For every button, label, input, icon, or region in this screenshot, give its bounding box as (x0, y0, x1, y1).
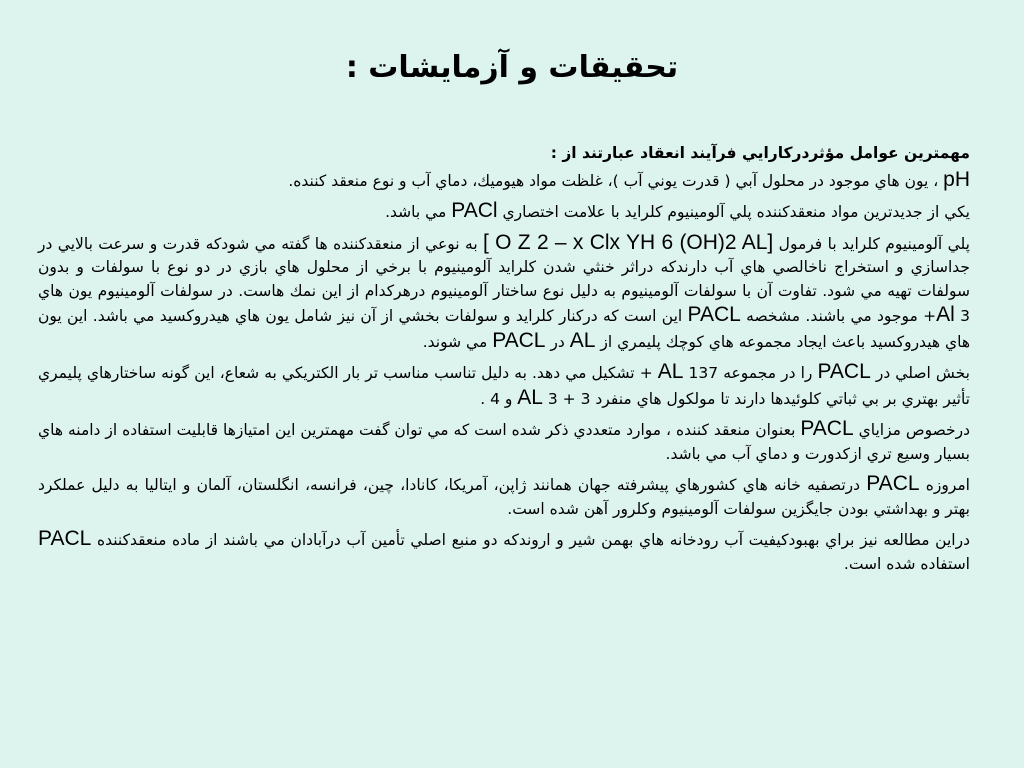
chemical-term: PACL (800, 417, 854, 440)
paragraph-text: در (545, 332, 570, 351)
chemical-term: PACL (492, 328, 546, 352)
paragraph-text: 3+ موجود مي باشند. مشخصه (740, 307, 971, 325)
paragraph-text: استفاده شده است. (843, 554, 970, 573)
chemical-term: PACL (687, 303, 741, 326)
body-paragraph (38, 360, 970, 411)
paragraph-text: يكي از جديدترين مواد منعقدكننده پلي آلومينيوم كلرايد با علامت اختصاري (497, 203, 970, 221)
chemical-term: pH (943, 167, 970, 191)
slide-title: تحقيقات و آزمايشات : (345, 50, 679, 85)
paragraph-text: بعنوان منعقد كننده ، موارد متعددي ذكر شده است كه مي توان گفت مهمترين اين امتيازها قابليت استفاده از دامنه هاي بسيار وسيع تري ازكدورت و دماي آب مي باشد. (38, 421, 970, 463)
chemical-term: AL (569, 328, 596, 352)
chemical-term: PACl (451, 199, 498, 222)
paragraph-text: مهمترين عوامل مؤثردركارايي فرآيند انعقاد عبارتند از : (550, 144, 970, 162)
body-paragraph-intro (38, 142, 970, 166)
paragraph-text: به نوعي از منعقدكننده ها گفته مي شودكه قدرت و سرعت بالايي در جداسازي و استخراج ناخالصي هاي آب دارندكه دراثر خنثي شدن كلرايد آلومينيوم با برخي از محلول هاي بازي در دو نوع با سولفات و بدون سولفات تهيه مي شود. تفاوت آن با سولفات آلومينيوم به دليل نوع ساختار آلومينيوم درهركدام از اين نمك هاست. در سولفات آلومينيوم يون هاي (38, 234, 970, 300)
body-paragraph (38, 417, 970, 466)
paragraph-text: ، يون هاي موجود در محلول آبي ( قدرت يوني آب )، غلظت مواد هيوميك، دماي آب و نوع منعقد كننده. (288, 171, 944, 190)
paragraph-text: بخش اصلي در (870, 364, 970, 382)
body-paragraph (38, 168, 970, 194)
chemical-term: PACL (38, 527, 92, 550)
paragraph-text: اين است كه دركنار كلرايد و سولفات بخشي از آن نيز شامل يون هاي هيدروكسيد مي باشد. اين يون هاي هيدروكسيد باعث ايجاد مجموعه هاي كوچك پليمري از (38, 307, 970, 351)
paragraph-text: 3 + 3 و 4 . (480, 389, 591, 408)
body-paragraph (38, 231, 970, 355)
paragraph-text: درخصوص مزاياي (853, 421, 971, 439)
body-paragraph (38, 199, 970, 225)
body-paragraph (38, 527, 970, 576)
chemical-term: PACL (817, 360, 871, 383)
paragraph-text: درتصفيه خانه هاي كشورهاي پيشرفته جهان همانند ژاپن، آمريكا، كانادا، چين، فرانسه، انگلستان، آلمان و ايتاليا به دليل عملكرد بهتر و بهداشتي بودن جايگزين سولفات آلومينيوم وكلرور آهن شده است. (38, 476, 970, 518)
paragraph-text: مي شوند. (422, 332, 493, 351)
chemical-formula: [ O Z 2 – x Clx YH 6 (OH)2 AL] (483, 230, 774, 254)
chemical-term: AL (657, 360, 684, 383)
paragraph-text: پلي آلومينيوم كلرايد با فرمول (773, 234, 970, 253)
paragraph-text: 137 + تشكيل مي دهد. به دليل تناسب مناسب تر بار الكتريكي به شعاع، اين گونه ساختارهاي پليمري تأثير بهتري بر بي ثباتي كلوئيدها دارند تا مولكول هاي منفرد (38, 364, 970, 408)
body-paragraph (38, 472, 970, 521)
chemical-term: AL (517, 385, 543, 409)
paragraph-text: امروزه (919, 476, 970, 494)
paragraph-text: را در مجموعه (718, 364, 818, 382)
chemical-term: Al (936, 303, 955, 326)
paragraph-text: مي باشد. (385, 203, 452, 221)
chemical-term: PACL (866, 472, 920, 495)
paragraph-text: دراين مطالعه نيز براي بهبودكيفيت آب رودخانه هاي بهمن شير و اروندكه دو منبع اصلي تأمين آب درآبادان مي باشند از ماده منعقدكننده (91, 531, 970, 549)
slide-body (38, 142, 970, 582)
